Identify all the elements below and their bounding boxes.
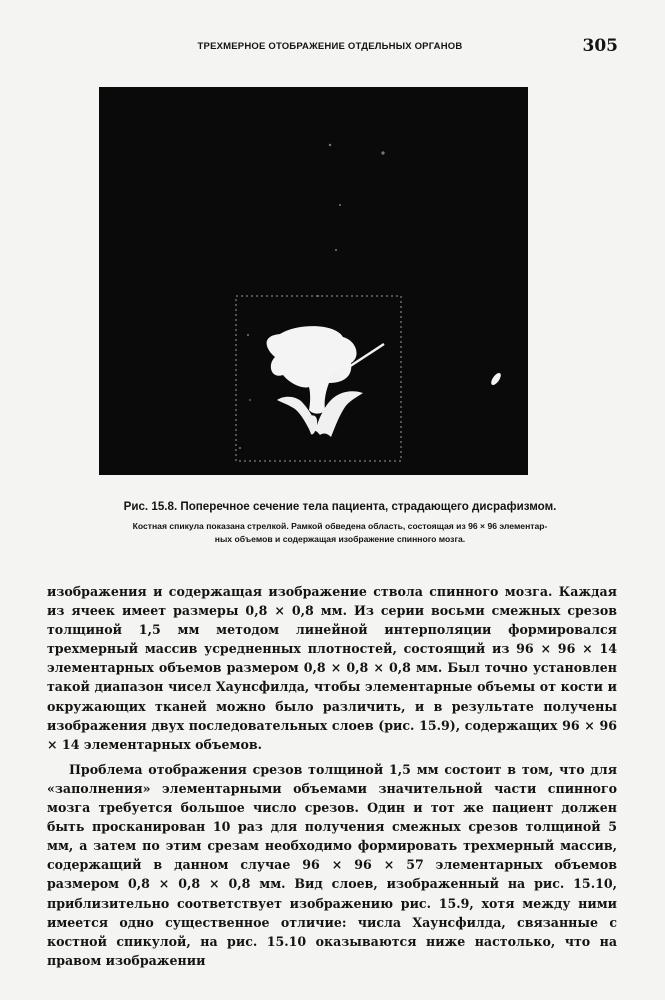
ct-scan-figure xyxy=(99,87,528,475)
paragraph-2: Проблема отображения срезов толщиной 1,5 мм состоит в том, что для «заполнения» элементарными объемами значительной части спинного мозга требуется большое число срезов. Один и тот же пациент должен быть просканирован 10 раз для получения смежных срезов толщиной 5 мм, а затем по этим срезам необходимо формировать трехмерный массив, содержащий в данном случае 96 × 96 × 57 элементарных объемов размером 0,8 × 0,8 × 0,8 мм. Вид слоев, изображенный на рис. 15.10, приблизительно соответствует изображению рис. 15.9, хотя между ними имеется одно существенное отличие: числа Хаунсфилда, связанные с костной спикулой, на рис. 15.10 оказываются ниже настолько, что на правом изображении xyxy=(47,761,617,968)
caption-main: Рис. 15.8. Поперечное сечение тела пациента, страдающего дисрафизмом. xyxy=(123,500,557,513)
caption-sub-line1: Костная спикула показана стрелкой. Рамкой обведена область, состоящая из 96 × 96 элементар- xyxy=(132,521,548,531)
paragraph-1: изображения и содержащая изображение ствола спинного мозга. Каждая из ячеек имеет размеры 0,8 × 0,8 мм. Из серии восьми смежных срезов толщиной 1,5 мм методом линейной интерполяции формировался трехмерный массив усредненных плотностей, состоящий из 96 × 96 × 14 элементарных объемов размером 0,8 × 0,8 × 0,8 мм. Был точно установлен такой диапазон чисел Хаунсфилда, чтобы элементарные объемы от кости и окружающих тканей можно было различить, и в результате получены изображения двух последовательных слоев (рис. 15.9), содержащих 96 × 96 × 14 элементарных объемов. xyxy=(47,584,617,752)
body-text xyxy=(47,582,617,970)
caption-sub-line2: ных объемов и содержащая изображение спинного мозга. xyxy=(214,534,466,544)
running-title: ТРЕХМЕРНОЕ ОТОБРАЖЕНИЕ ОТДЕЛЬНЫХ ОРГАНОВ xyxy=(197,41,463,52)
page-number: 305 xyxy=(582,36,618,56)
figure-caption xyxy=(60,500,620,546)
